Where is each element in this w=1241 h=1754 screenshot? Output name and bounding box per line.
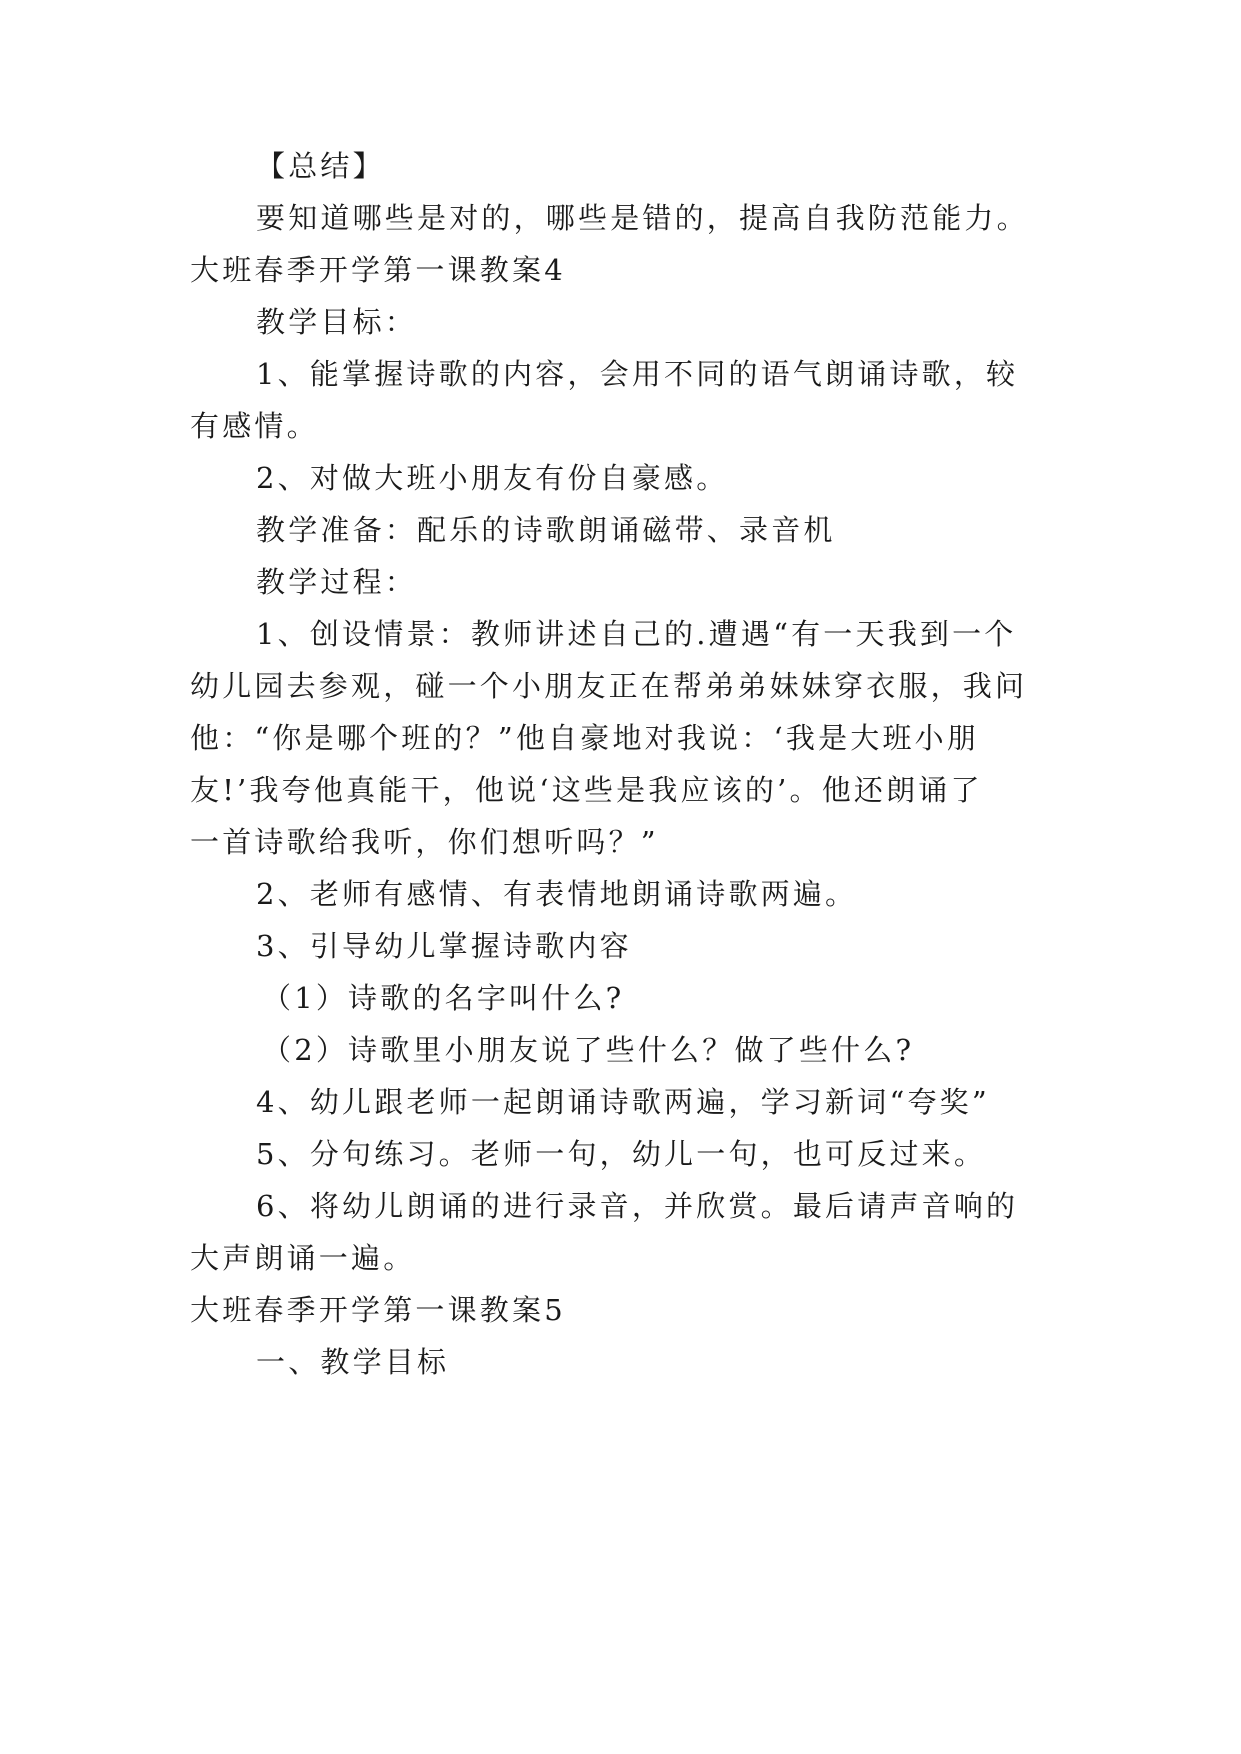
step3-question2: （2）诗歌里小朋友说了些什么？做了些什么? [262,1033,915,1067]
section5-goals-heading: 一、教学目标 [256,1345,450,1379]
step3-question1: （1）诗歌的名字叫什么? [262,981,625,1015]
summary-heading: 【总结】 [256,149,385,183]
step6-line1: 6、将幼儿朗诵的进行录音，并欣赏。最后请声音响的 [256,1189,1019,1223]
goal1-line1: 1、能掌握诗歌的内容，会用不同的语气朗诵诗歌，较 [256,357,1019,391]
goal1-line2: 有感情。 [190,409,319,443]
step4: 4、幼儿跟老师一起朗诵诗歌两遍，学习新词“夸奖” [256,1085,990,1119]
section5-title: 大班春季开学第一课教案5 [190,1293,566,1327]
step1-line1: 1、创设情景：教师讲述自己的.遭遇“有一天我到一个 [256,617,1017,651]
step1-line5: 一首诗歌给我听，你们想听吗？” [190,825,659,859]
goals-heading: 教学目标： [256,305,418,339]
goal2: 2、对做大班小朋友有份自豪感。 [256,461,729,495]
summary-text: 要知道哪些是对的，哪些是错的，提高自我防范能力。 [256,201,1029,235]
step1-line3: 他：“你是哪个班的？”他自豪地对我说：‘我是大班小朋 [190,721,980,755]
teaching-prep: 教学准备：配乐的诗歌朗诵磁带、录音机 [256,513,836,547]
section4-title: 大班春季开学第一课教案4 [190,253,566,287]
step3: 3、引导幼儿掌握诗歌内容 [256,929,632,963]
step5: 5、分句练习。老师一句，幼儿一句，也可反过来。 [256,1137,987,1171]
step6-line2: 大声朗诵一遍。 [190,1241,416,1275]
step2: 2、老师有感情、有表情地朗诵诗歌两遍。 [256,877,858,911]
process-heading: 教学过程： [256,565,418,599]
step1-line2: 幼儿园去参观，碰一个小朋友正在帮弟弟妹妹穿衣服，我问 [190,669,1028,703]
step1-line4: 友!’我夸他真能干，他说‘这些是我应该的’。他还朗诵了 [190,773,983,807]
